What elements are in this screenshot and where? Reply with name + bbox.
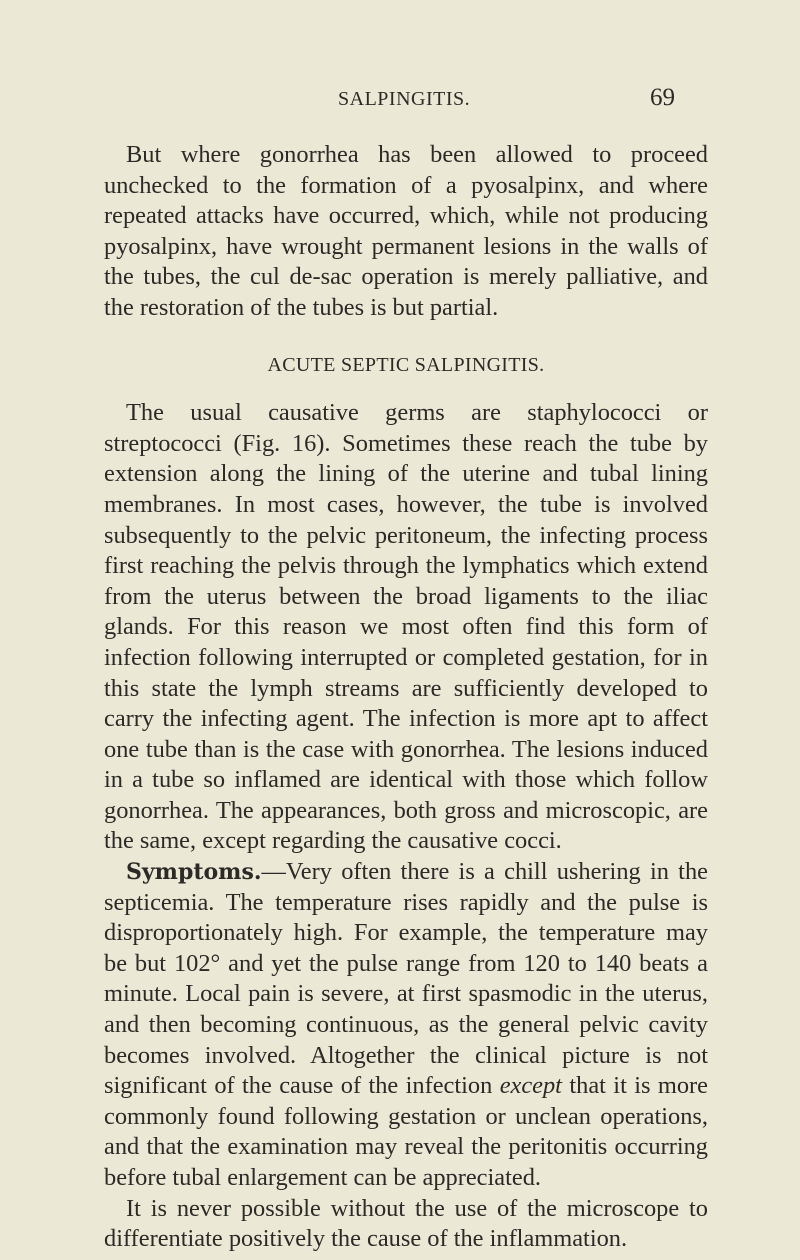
symptoms-text-part-2: that it is more commonly found following gestation or unclean operations, and that the examination may reveal the peritonitis occurring before tubal enlargement can be appreciated. [104, 1072, 708, 1191]
paragraph-causative-germs: The usual causative germs are staphylococci or streptococci (Fig. 16). Sometimes these reach the tube by extension along the lining of the uterine and tubal lining membranes. In most cases, however, the tube is involved subsequently to the pelvic peritoneum, the infecting process first reaching the pelvis through the lymphatics which extend from the uterus between the broad ligaments to the iliac glands. For this reason we most often find this form of infection following interrupted or completed gestation, for in this state the lymph streams are sufficiently developed to carry the infecting agent. The infection is more apt to affect one tube than is the case with gonorrhea. The lesions induced in a tube so inflamed are identical with those which follow gonorrhea. The appearances, both gross and microscopic, are the same, except regarding the causative cocci. [104, 399, 708, 855]
paragraph-symptoms [104, 857, 708, 1194]
running-head: SALPINGITIS. [338, 88, 471, 110]
paragraph-pyosalpinx: But where gonorrhea has been allowed to proceed unchecked to the formation of a pyosalpinx, and where repeated attacks have occurred, which, while not producing pyosalpinx, have wrought permanent lesions in the walls of the tubes, the cul de-sac operation is merely palliative, and the restoration of the tubes is but partial. [104, 141, 708, 321]
page-header [0, 84, 800, 120]
section-heading: ACUTE SEPTIC SALPINGITIS. [267, 353, 545, 376]
symptoms-run-in-heading: Symptoms. [126, 859, 262, 886]
symptoms-text-part-1: —Very often there is a chill ushering in the septicemia. The temperature rises rapidly and the pulse is disproportionately high. For example, the temperature may be but 102° and yet the pulse range from 120 to 140 beats a minute. Local pain is severe, at first spasmodic in the uterus, and then becoming continuous, as the general pelvic cavity becomes involved. Altogether the clinical picture is not significant of the cause of the infection [104, 858, 708, 1100]
page-number: 69 [650, 84, 675, 111]
paragraph-microscope: It is never possible without the use of the microscope to differentiate positively the cause of the inflammation. [104, 1194, 708, 1253]
body-text [104, 140, 708, 1255]
symptoms-emphasis: except [499, 1072, 562, 1100]
